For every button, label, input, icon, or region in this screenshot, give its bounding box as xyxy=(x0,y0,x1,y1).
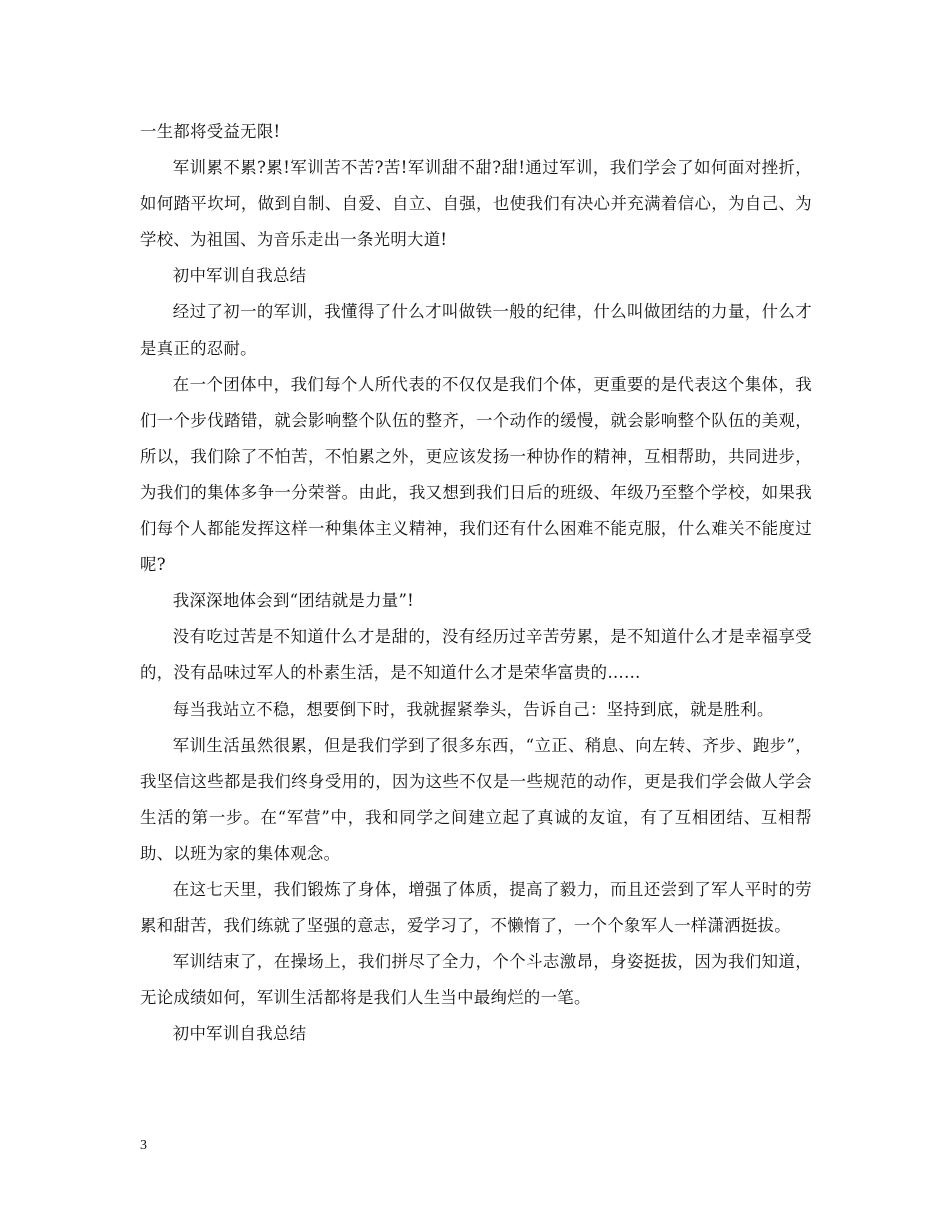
section-heading: 初中军训自我总结 xyxy=(172,1024,307,1044)
document-body xyxy=(140,114,812,1052)
paragraph: 没有吃过苦是不知道什么才是甜的，没有经历过辛苦劳累，是不知道什么才是幸福享受的，没有品味过军人的朴素生活，是不知道什么才是荣华富贵的…… xyxy=(140,627,812,683)
paragraph: 每当我站立不稳，想要倒下时，我就握紧拳头，告诉自己：坚持到底，就是胜利。 xyxy=(172,699,774,719)
paragraph: 军训结束了，在操场上，我们拼尽了全力，个个斗志激昂，身姿挺拔，因为我们知道，无论成绩如何，军训生活都将是我们人生当中最绚烂的一笔。 xyxy=(140,952,812,1008)
paragraph: 经过了初一的军训，我懂得了什么才叫做铁一般的纪律，什么叫做团结的力量，什么才是真正的忍耐。 xyxy=(140,302,812,358)
paragraph: 军训累不累?累!军训苦不苦?苦!军训甜不甜?甜!通过军训，我们学会了如何面对挫折，如何踏平坎坷，做到自制、自爱、自立、自强，也使我们有决心并充满着信心，为自己、为学校、为祖国、为音乐走出一条光明大道! xyxy=(140,158,812,250)
section-heading: 初中军训自我总结 xyxy=(172,266,307,286)
paragraph: 在这七天里，我们锻炼了身体，增强了体质，提高了毅力，而且还尝到了军人平时的劳累和甜苦，我们练就了坚强的意志，爱学习了，不懒惰了，一个个象军人一样潇洒挺拔。 xyxy=(140,879,812,936)
paragraph: 军训生活虽然很累，但是我们学到了很多东西，“立正、稍息、向左转、齐步、跑步”，我坚信这些都是我们终身受用的，因为这些不仅是一些规范的动作，更是我们学会做人学会生活的第一步。在“军营”中，我和同学之间建立起了真诚的友谊，有了互相团结、互相帮助、以班为家的集体观念。 xyxy=(140,735,812,863)
page-number: 3 xyxy=(140,1138,147,1153)
paragraph: 我深深地体会到“团结就是力量”! xyxy=(172,591,415,611)
paragraph-continuation: 一生都将受益无限! xyxy=(140,122,281,141)
paragraph: 在一个团体中，我们每个人所代表的不仅仅是我们个体，更重要的是代表这个集体，我们一个步伐踏错，就会影响整个队伍的整齐，一个动作的缓慢，就会影响整个队伍的美观，所以，我们除了不怕苦，不怕累之外，更应该发扬一种协作的精神，互相帮助，共同进步，为我们的集体多争一分荣誉。由此，我又想到我们日后的班级、年级乃至整个学校，如果我们每个人都能发挥这样一种集体主义精神，我们还有什么困难不能克服，什么难关不能度过呢? xyxy=(140,374,812,575)
